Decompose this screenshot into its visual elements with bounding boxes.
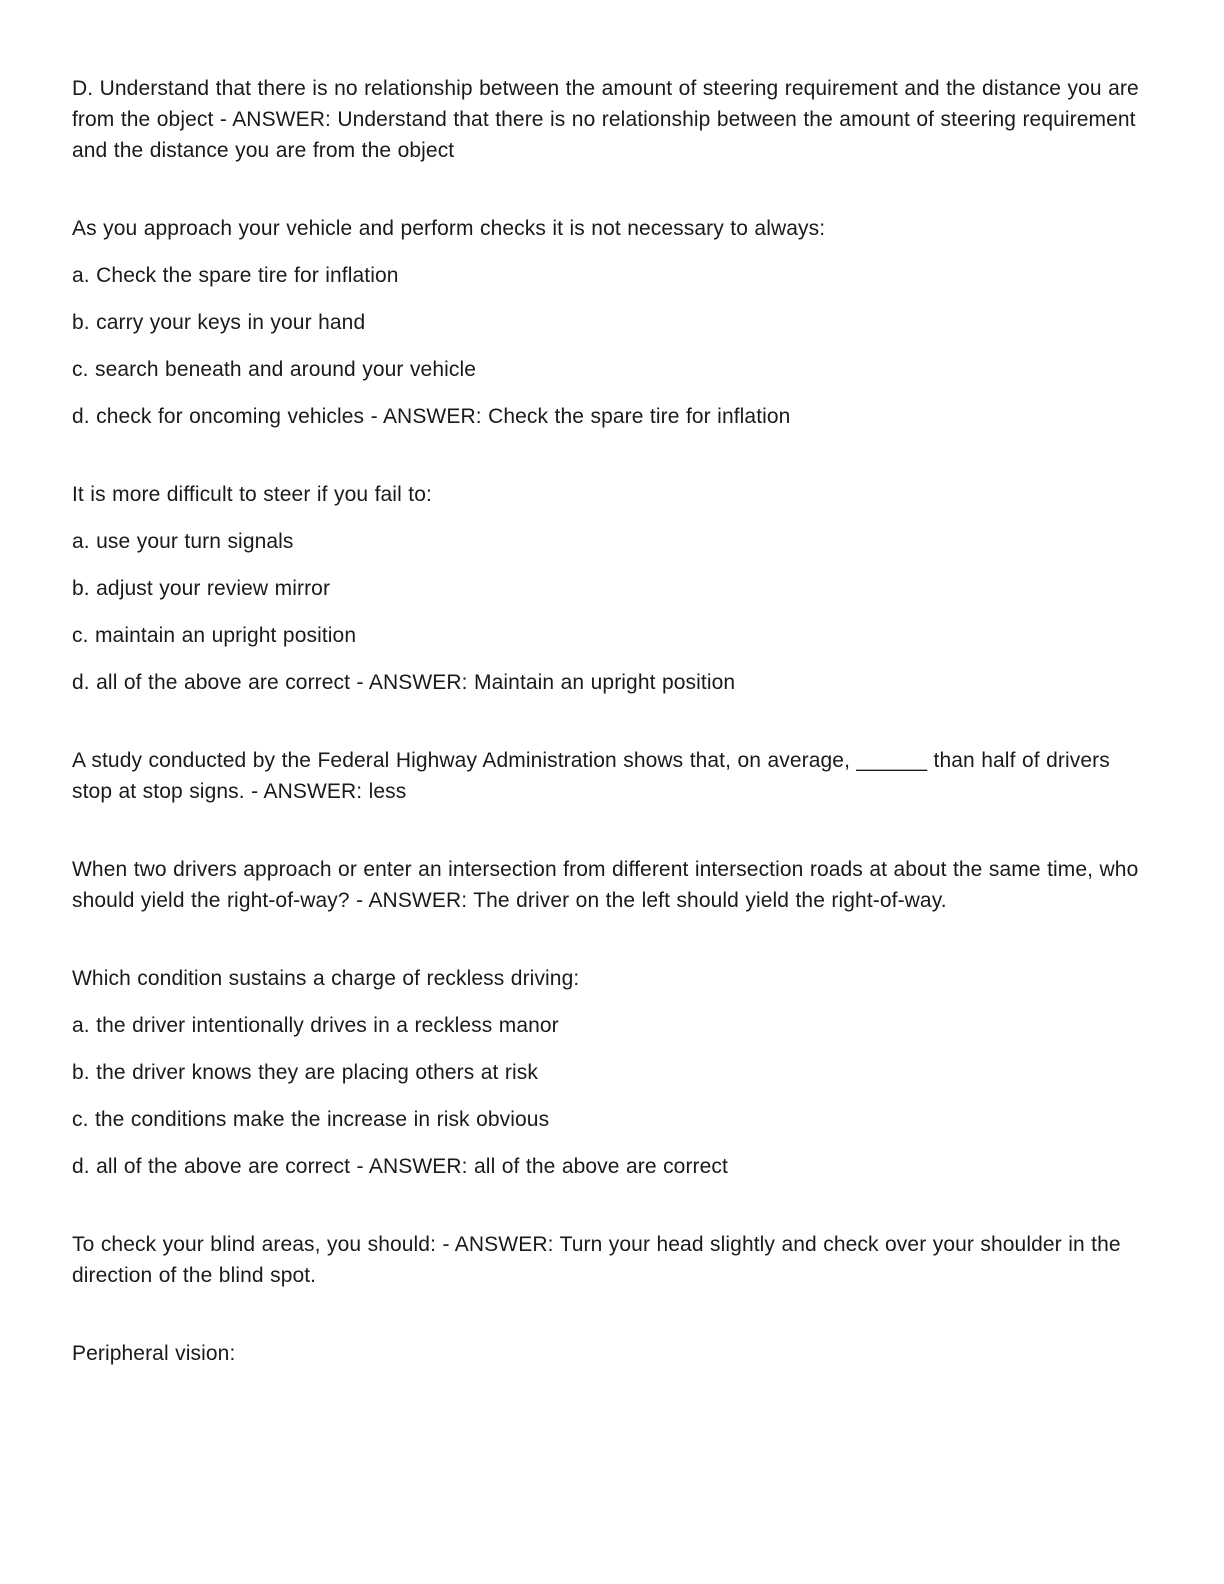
- qa-text-with-answer: A study conducted by the Federal Highway Administration shows that, on average, ______ than half of drivers stop at stop signs. - ANSWER: less: [72, 749, 1110, 803]
- qa-text-with-answer: To check your blind areas, you should: - ANSWER: Turn your head slightly and check over your shoulder in the direction of the blind spot.: [72, 1233, 1121, 1287]
- option-b: b. carry your keys in your hand: [72, 311, 366, 334]
- qa-text-with-answer: When two drivers approach or enter an intersection from different intersection roads at about the same time, who should yield the right-of-way? - ANSWER: The driver on the left should yield the right-of-way.: [72, 858, 1139, 912]
- qa-block-steering-distance: [72, 73, 1144, 166]
- option-d-with-answer: d. all of the above are correct - ANSWER: Maintain an upright position: [72, 671, 736, 694]
- option-c: c. maintain an upright position: [72, 624, 357, 647]
- question-text: It is more difficult to steer if you fail to:: [72, 483, 432, 506]
- qa-block-peripheral-vision: [72, 1338, 1144, 1369]
- option-b: b. adjust your review mirror: [72, 577, 331, 600]
- option-d-with-answer: d. check for oncoming vehicles - ANSWER: Check the spare tire for inflation: [72, 405, 791, 428]
- qa-block-approach-vehicle-checks: [72, 213, 1144, 432]
- option-d-with-answer: d. all of the above are correct - ANSWER: all of the above are correct: [72, 1155, 728, 1178]
- option-a: a. Check the spare tire for inflation: [72, 264, 399, 287]
- qa-text-with-answer: D. Understand that there is no relationship between the amount of steering requirement and the distance you are from the object - ANSWER: Understand that there is no relationship between the amount of steering requirement and the distance you are from the object: [72, 77, 1139, 162]
- question-text: Peripheral vision:: [72, 1342, 236, 1365]
- question-text: As you approach your vehicle and perform checks it is not necessary to always:: [72, 217, 826, 240]
- question-text: Which condition sustains a charge of reckless driving:: [72, 967, 580, 990]
- qa-block-reckless-driving: [72, 963, 1144, 1182]
- qa-block-intersection-yield: [72, 854, 1144, 916]
- qa-block-difficult-to-steer: [72, 479, 1144, 698]
- option-a: a. use your turn signals: [72, 530, 294, 553]
- qa-block-fhwa-study: [72, 745, 1144, 807]
- qa-block-blind-areas: [72, 1229, 1144, 1291]
- option-c: c. search beneath and around your vehicle: [72, 358, 477, 381]
- option-b: b. the driver knows they are placing others at risk: [72, 1061, 538, 1084]
- option-a: a. the driver intentionally drives in a reckless manor: [72, 1014, 559, 1037]
- option-c: c. the conditions make the increase in risk obvious: [72, 1108, 550, 1131]
